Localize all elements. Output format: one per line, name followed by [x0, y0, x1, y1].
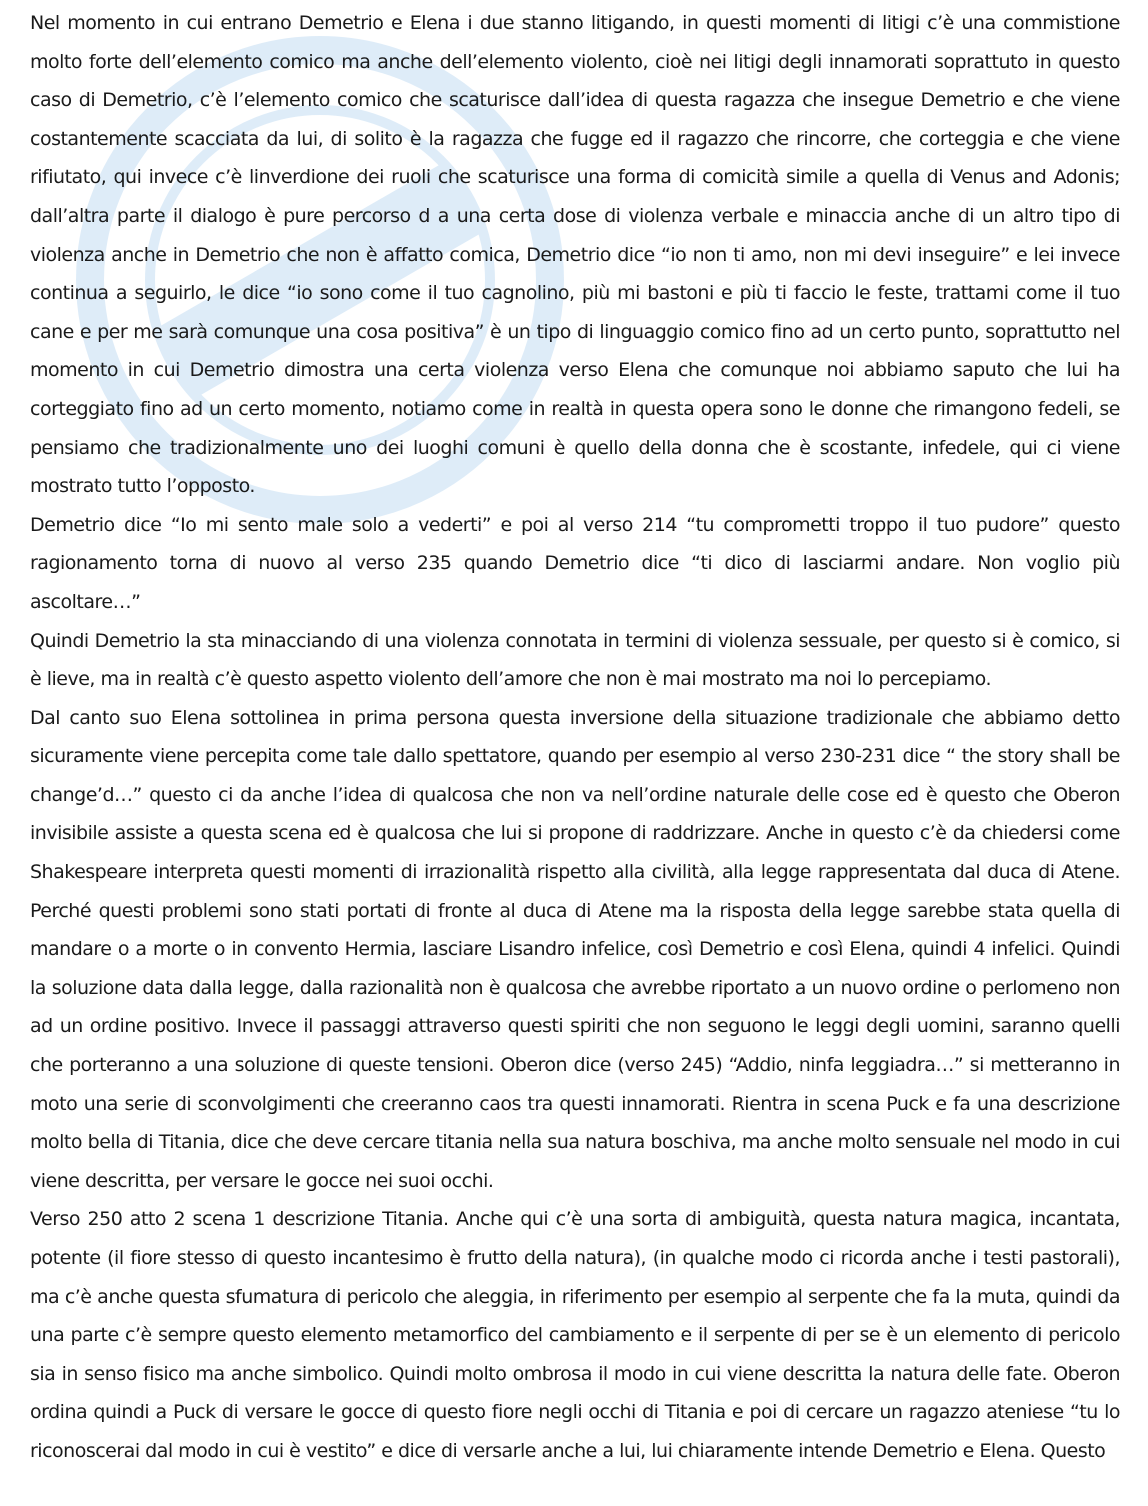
paragraph-1: Nel momento in cui entrano Demetrio e Elena i due stanno litigando, in questi momenti di litigi c’è una commistione molto forte dell’elemento comico ma anche dell’elemento violento, cioè nei litigi degli innamorati soprattuto in questo caso di Demetrio, c’è l’elemento comico che scaturisce dall’idea di questa ragazza che insegue Demetrio e che viene costantemente scacciata da lui, di solito è la ragazza che fugge ed il ragazzo che rincorre, che corteggia e che viene rifiutato, qui invece c’è linverdione dei ruoli che scaturisce una forma di comicità simile a quella di Venus and Adonis; dall’altra parte il dialogo è pure percorso d a una certa dose di violenza verbale e minaccia anche di un altro tipo di violenza anche in Demetrio che non è affatto comica, Demetrio dice “io non ti amo, non mi devi inseguire” e lei invece continua a seguirlo, le dice “io sono come il tuo cagnolino, più mi bastoni e più ti faccio le feste, trattami come il tuo cane e per me sarà comunque una cosa positiva” è un tipo di linguaggio comico fino ad un certo punto, soprattutto nel momento in cui Demetrio dimostra una certa violenza verso Elena che comunque noi abbiamo saputo che lui ha corteggiato fino ad un certo momento, notiamo come in realtà in questa opera sono le donne che rimangono fedeli, se pensiamo che tradizionalmente uno dei luoghi comuni è quello della donna che è scostante, infedele, qui ci viene mostrato tutto l’opposto.	[30, 12, 1120, 498]
paragraph-3: Quindi Demetrio la sta minacciando di una violenza connotata in termini di violenza sessuale, per questo si è comico, si è lieve, ma in realtà c’è questo aspetto violento dell’amore che non è mai mostrato ma noi lo percepiamo.	[30, 629, 1120, 691]
document-text	[30, 4, 1120, 1471]
paragraph-5: Verso 250 atto 2 scena 1 descrizione Titania. Anche qui c’è una sorta di ambiguità, questa natura magica, incantata, potente (il fiore stesso di questo incantesimo è frutto della natura), (in qualche modo ci ricorda anche i testi pastorali), ma c’è anche questa sfumatura di pericolo che aleggia, in riferimento per esempio al serpente che fa la muta, quindi da una parte c’è sempre questo elemento metamorfico del cambiamento e il serpente di per se è un elemento di pericolo sia in senso fisico ma anche simbolico. Quindi molto ombrosa il modo in cui viene descritta la natura delle fate. Oberon ordina quindi a Puck di versare le gocce di questo fiore negli occhi di Titania e poi di cercare un ragazzo ateniese “tu lo riconoscerai dal modo in cui è vestito” e dice di versarle anche a lui, lui chiaramente intende Demetrio e Elena. Questo	[30, 1208, 1120, 1462]
paragraph-4: Dal canto suo Elena sottolinea in prima persona questa inversione della situazione tradizionale che abbiamo detto sicuramente viene percepita come tale dallo spettatore, quando per esempio al verso 230-231 dice “ the story shall be change’d…” questo ci da anche l’idea di qualcosa che non va nell’ordine naturale delle cose ed è questo che Oberon invisibile assiste a questa scena ed è qualcosa che lui si propone di raddrizzare. Anche in questo c’è da chiedersi come Shakespeare interpreta questi momenti di irrazionalità rispetto alla civilità, alla legge rappresentata dal duca di Atene. Perché questi problemi sono stati portati di fronte al duca di Atene ma la risposta della legge sarebbe stata quella di mandare o a morte o in convento Hermia, lasciare Lisandro infelice, così Demetrio e così Elena, quindi 4 infelici. Quindi la soluzione data dalla legge, dalla razionalità non è qualcosa che avrebbe riportato a un nuovo ordine o perlomeno non ad un ordine positivo. Invece il passaggi attraverso questi spiriti che non seguono le leggi degli uomini, saranno quelli che porteranno a una soluzione di queste tensioni. Oberon dice (verso 245) “Addio, ninfa leggiadra…” si metteranno in moto una serie di sconvolgimenti che creeranno caos tra questi innamorati. Rientra in scena Puck e fa una descrizione molto bella di Titania, dice che deve cercare titania nella sua natura boschiva, ma anche molto sensuale nel modo in cui viene descritta, per versare le gocce nei suoi occhi.	[30, 706, 1120, 1192]
paragraph-2: Demetrio dice “Io mi sento male solo a vederti” e poi al verso 214 “tu comprometti troppo il tuo pudore” questo ragionamento torna di nuovo al verso 235 quando Demetrio dice “ti dico di lasciarmi andare. Non voglio più ascoltare…”	[30, 513, 1120, 613]
